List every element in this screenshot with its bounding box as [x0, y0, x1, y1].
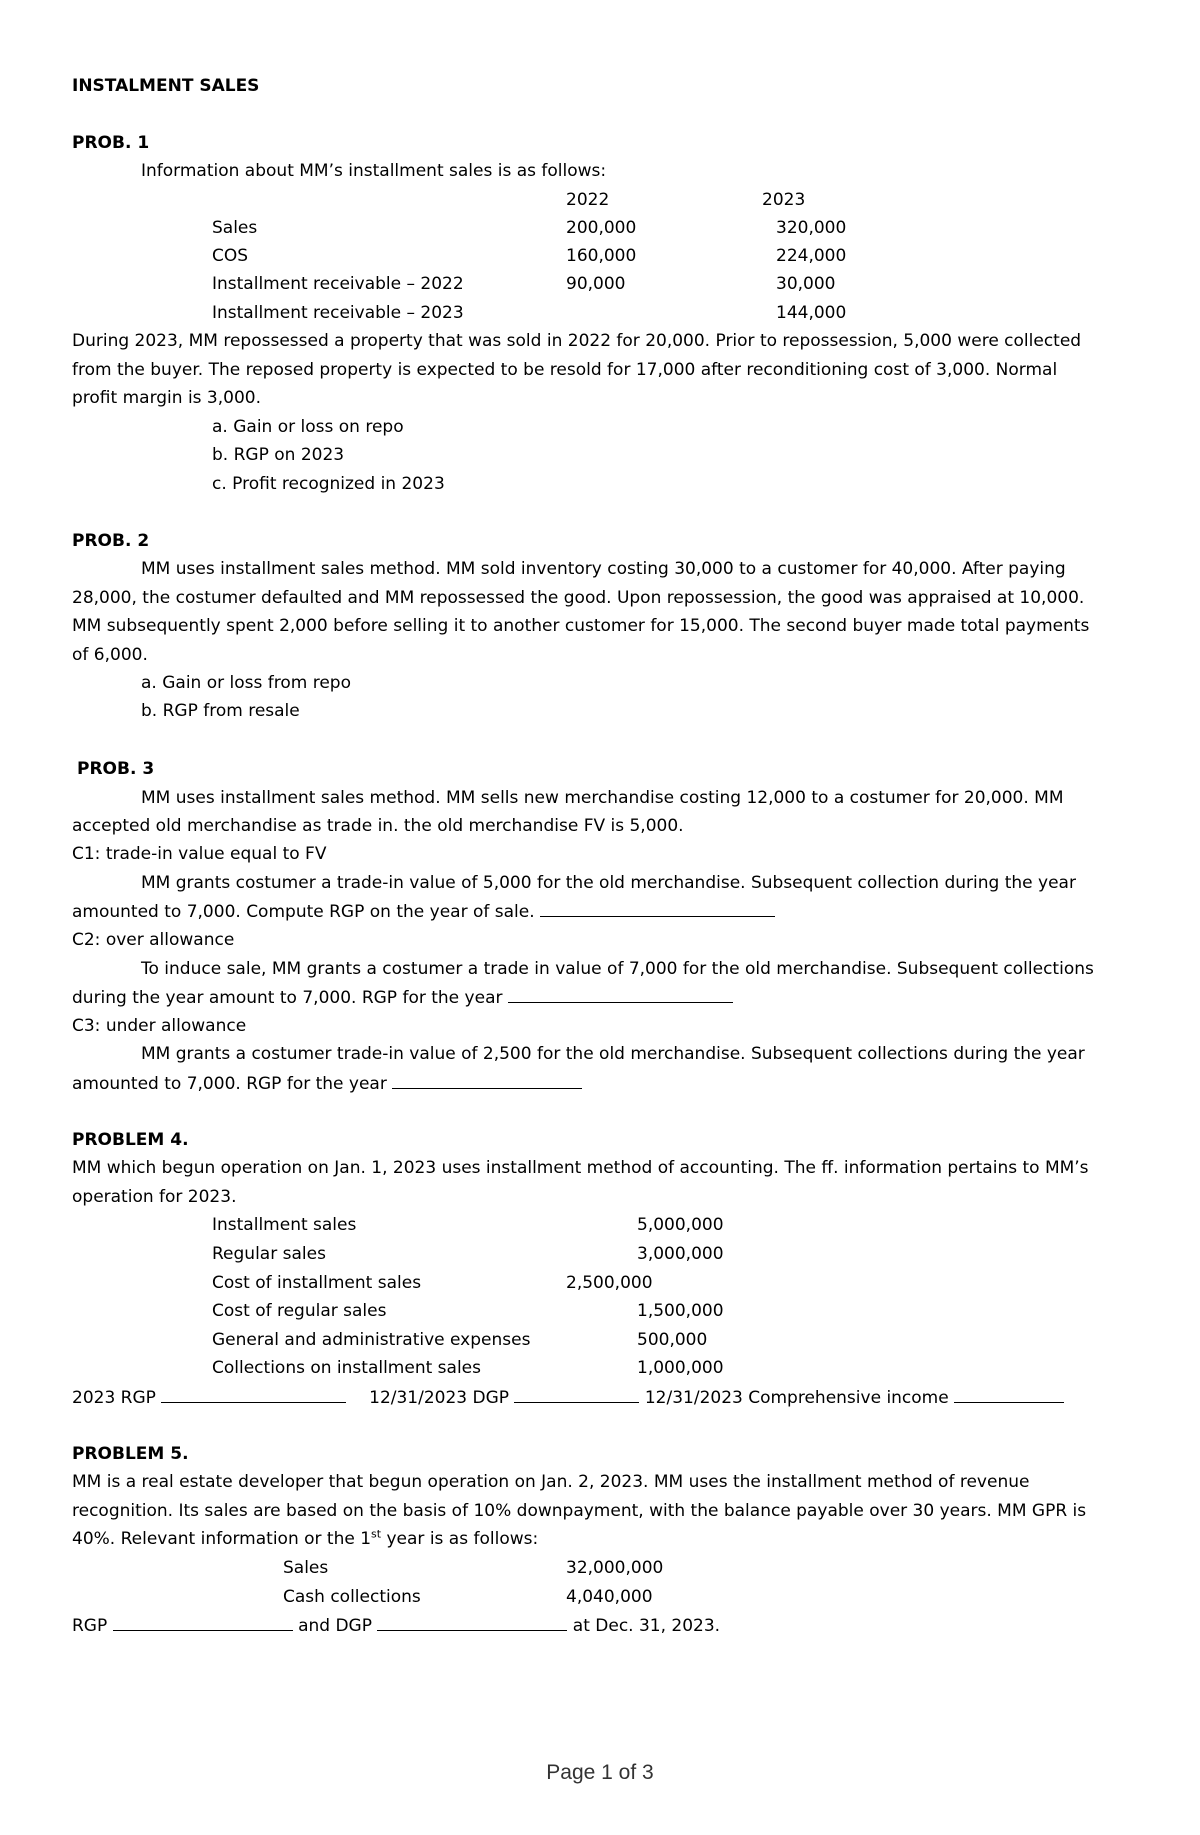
prob1-question-c: c. Profit recognized in 2023 [212, 474, 445, 494]
prob2-paragraph: MM uses installment sales method. MM sold inventory costing 30,000 to a customer for 40,000. After paying [141, 559, 1066, 579]
prob5-paragraph [72, 1528, 538, 1550]
prob2-question-b: b. RGP from resale [141, 701, 300, 721]
prob3-case1-title: C1: trade-in value equal to FV [72, 844, 327, 864]
prob4-row-value: 1,000,000 [637, 1358, 724, 1378]
prob1-col-2023: 2023 [762, 190, 806, 210]
prob4-row-label: Installment sales [212, 1215, 357, 1235]
prob1-col-2022: 2022 [566, 190, 610, 210]
prob4-ci-label: 12/31/2023 Comprehensive income [644, 1388, 949, 1408]
prob4-row-label: Cost of regular sales [212, 1301, 387, 1321]
prob3-case2-question: during the year amount to 7,000. RGP for the year [72, 988, 503, 1008]
document-title: INSTALMENT SALES [72, 76, 260, 96]
prob1-heading: PROB. 1 [72, 133, 150, 153]
prob4-row-value: 3,000,000 [637, 1244, 724, 1264]
prob2-paragraph: 28,000, the costumer defaulted and MM repossessed the good. Upon repossession, the good was appraised at 10,000. [72, 588, 1085, 608]
prob5-row-value: 32,000,000 [566, 1558, 664, 1578]
prob2-question-a: a. Gain or loss from repo [141, 673, 351, 693]
prob4-paragraph: MM which begun operation on Jan. 1, 2023 uses installment method of accounting. The ff. information pertains to MM’s [72, 1158, 1089, 1178]
answer-blank [113, 1614, 293, 1631]
answer-blank [508, 986, 733, 1003]
prob1-row-label: COS [212, 246, 249, 266]
prob5-paragraph-part: 40%. Relevant information or the 1 [72, 1529, 372, 1549]
prob4-row-value: 1,500,000 [637, 1301, 724, 1321]
prob1-row-2023: 320,000 [776, 218, 847, 238]
prob1-row-label: Installment receivable – 2023 [212, 303, 464, 323]
prob4-answer-line [72, 1386, 1064, 1409]
prob3-case2-text: To induce sale, MM grants a costumer a trade in value of 7,000 for the old merchandise. Subsequent collections [141, 959, 1094, 979]
prob5-paragraph-part: year is as follows: [381, 1529, 539, 1549]
prob4-row-label: Collections on installment sales [212, 1358, 481, 1378]
page-number: Page 1 of 3 [546, 1761, 654, 1784]
prob1-question-a: a. Gain or loss on repo [212, 417, 404, 437]
answer-blank [377, 1614, 567, 1631]
prob3-case3-text: MM grants a costumer trade-in value of 2,500 for the old merchandise. Subsequent collections during the year [141, 1044, 1085, 1064]
prob1-row-2022: 200,000 [566, 218, 637, 238]
answer-blank [954, 1386, 1064, 1403]
prob4-dgp-label: 12/31/2023 DGP [369, 1388, 510, 1408]
prob1-row-label: Installment receivable – 2022 [212, 274, 464, 294]
prob3-case3-question: amounted to 7,000. RGP for the year [72, 1074, 387, 1094]
prob4-row-value: 5,000,000 [637, 1215, 724, 1235]
prob2-paragraph: of 6,000. [72, 645, 148, 665]
prob3-paragraph: accepted old merchandise as trade in. the old merchandise FV is 5,000. [72, 816, 684, 836]
prob4-heading: PROBLEM 4. [72, 1130, 189, 1150]
prob3-case2-title: C2: over allowance [72, 930, 235, 950]
prob3-paragraph: MM uses installment sales method. MM sells new merchandise costing 12,000 to a costumer for 20,000. MM [141, 788, 1064, 808]
answer-blank [392, 1072, 582, 1089]
prob3-case1-question: amounted to 7,000. Compute RGP on the year of sale. [72, 902, 535, 922]
prob1-row-2023: 224,000 [776, 246, 847, 266]
prob4-row-value: 2,500,000 [566, 1273, 653, 1293]
prob3-heading: PROB. 3 [77, 759, 155, 779]
prob5-paragraph: recognition. Its sales are based on the basis of 10% downpayment, with the balance payable over 30 years. MM GPR is [72, 1501, 1087, 1521]
prob1-row-2022: 90,000 [566, 274, 626, 294]
prob2-heading: PROB. 2 [72, 531, 150, 551]
prob1-row-2023: 144,000 [776, 303, 847, 323]
prob1-row-label: Sales [212, 218, 258, 238]
answer-blank [514, 1386, 639, 1403]
prob1-paragraph: from the buyer. The reposed property is expected to be resold for 17,000 after reconditioning cost of 3,000. Normal [72, 360, 1058, 380]
prob3-case1-text [72, 900, 775, 923]
prob4-row-value: 500,000 [637, 1330, 708, 1350]
prob4-row-label: Regular sales [212, 1244, 326, 1264]
prob5-paragraph: MM is a real estate developer that begun operation on Jan. 2, 2023. MM uses the installment method of revenue [72, 1472, 1030, 1492]
prob5-rgp-label: RGP [72, 1616, 108, 1636]
prob5-heading: PROBLEM 5. [72, 1444, 189, 1464]
prob1-paragraph: profit margin is 3,000. [72, 388, 262, 408]
prob1-paragraph: During 2023, MM repossessed a property that was sold in 2022 for 20,000. Prior to repossession, 5,000 were collected [72, 331, 1082, 351]
prob5-and-dgp-label: and DGP [298, 1616, 372, 1636]
prob4-rgp-label: 2023 RGP [72, 1388, 156, 1408]
prob1-row-2023: 30,000 [776, 274, 836, 294]
prob3-case1-text: MM grants costumer a trade-in value of 5,000 for the old merchandise. Subsequent collection during the year [141, 873, 1076, 893]
prob1-intro: Information about MM’s installment sales is as follows: [141, 161, 607, 181]
prob5-date-label: at Dec. 31, 2023. [572, 1616, 721, 1636]
prob4-paragraph: operation for 2023. [72, 1187, 237, 1207]
prob5-answer-line [72, 1614, 720, 1637]
prob4-row-label: Cost of installment sales [212, 1273, 422, 1293]
prob1-row-2022: 160,000 [566, 246, 637, 266]
prob3-case2-text [72, 986, 733, 1009]
prob5-row-label: Cash collections [283, 1587, 421, 1607]
prob2-paragraph: MM subsequently spent 2,000 before selling it to another customer for 15,000. The second buyer made total payments [72, 616, 1090, 636]
prob5-row-value: 4,040,000 [566, 1587, 653, 1607]
prob4-row-label: General and administrative expenses [212, 1330, 531, 1350]
prob5-ordinal-suffix: st [371, 1527, 382, 1541]
prob5-row-label: Sales [283, 1558, 329, 1578]
answer-blank [161, 1386, 346, 1403]
prob1-question-b: b. RGP on 2023 [212, 445, 345, 465]
answer-blank [540, 900, 775, 917]
prob3-case3-title: C3: under allowance [72, 1016, 247, 1036]
prob3-case3-text [72, 1072, 582, 1095]
